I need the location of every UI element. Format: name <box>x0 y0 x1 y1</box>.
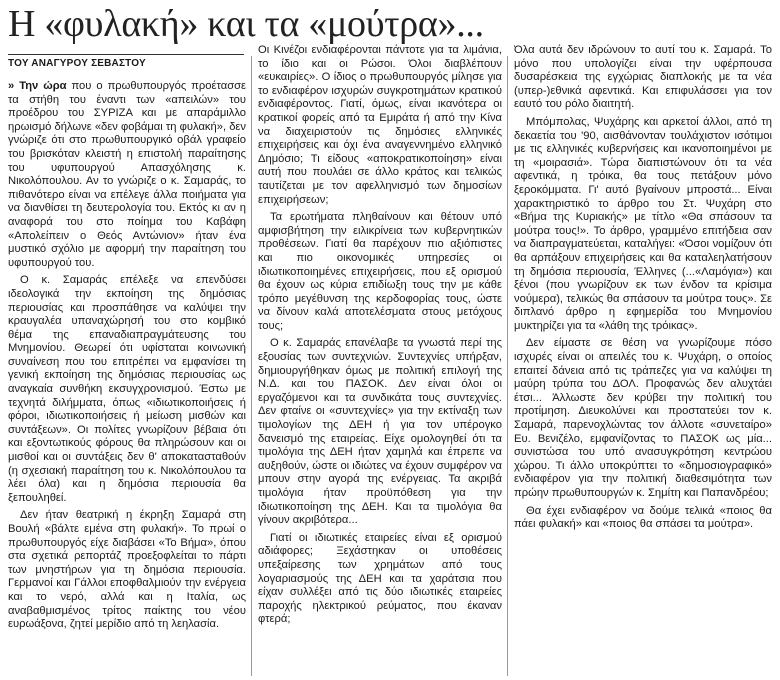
byline-rule <box>8 54 244 55</box>
lead-paragraph <box>8 80 246 270</box>
article-column-1 <box>8 80 246 680</box>
byline: ΤΟΥ ΑΝΑΓΥΡΟΥ ΣΕΒΑΣΤΟΥ <box>8 58 146 69</box>
headline: Η «φυλακή» και τα «μούτρα»... <box>8 3 484 45</box>
column-divider <box>507 56 508 676</box>
paragraph: Δεν είμαστε σε θέση να γνωρίζουμε πόσο ισχυρές είναι οι απειλές του κ. Ψυχάρη, ο οποίος επαιτεί δάνεια από τις τράπεζες για να καλύψει τη μαύρη τρύπα του ΔΟΛ. Προφανώς δεν αλυχτάει έτσι... Άλλωστε δεν κρύβει την πολιτική του προτίμηση. Διευκολύνει και προστατεύει τον κ. Σαμαρά, παρενοχλώντας τον άλλοτε «συνεταίρο» Ευ. Βενιζέλο, εμφανίζοντας το ΠΑΣΟΚ ως μία... συνιστώσα του υπό ανασυγκρότηση κεντρώου χώρου. Τι άλλο υποκρύπτει το «δημοσιογραφικό» ενδιαφέρον για την πολιτική διαθεσιμότητα των πρώην πρωθυπουργών κ. Σημίτη και Παπανδρέου; <box>514 337 772 499</box>
paragraph: Θα έχει ενδιαφέρον να δούμε τελικά «ποιος θα πάει φυλακή» και «ποιος θα σπάσει τα μούτρα». <box>514 504 772 531</box>
paragraph: Μπόμπολας, Ψυχάρης και αρκετοί άλλοι, από τη δεκαετία του '90, αισθάνονταν τουλάχιστον ισότιμοι με τις ελληνικές κυβερνήσεις και ικανοποιημένοι με τη «μοιρασιά». Τώρα διαπιστώνουν ότι τα νέα αφεντικά, η τρόικα, θα τους πετάξουν μόνο ξεροκόμματα. Γι' αυτό βγαίνουν μπροστά... Είναι χαρακτηριστικό το άρθρο του Στ. Ψυχάρη στο «Βήμα της Κυριακής» με τίτλο «Θα σπάσουν τα μούτρα τους!». Το άρθρο, γραμμένο επιτήδεια σαν να διαπραγματεύεται, καταλήγει: «Όσοι νομίζουν ότι θα αρπάξουν επιχειρήσεις και θα καταλεηλατήσουν τη δημόσια περιουσία, Έλληνες (...«Λαμόγια») και ξένοι (που γνωρίζουν εκ των ένδον τα κρίσιμα νούμερα), τελικώς θα σπάσουν τα μούτρα τους». Σε διπλανό άρθρο η εφημερίδα του Μνημονίου μυκτηρίζει για τα «λάθη της τρόικας». <box>514 115 772 332</box>
paragraph: Ο κ. Σαμαράς επανέλαβε τα γνωστά περί της εξουσίας των συντεχνιών. Συντεχνίες υπήρξαν, δημιουργήθηκαν όμως με πολιτική επιλογή της Ν.Δ. και του ΠΑΣΟΚ. Δεν είναι όλοι οι εργαζόμενοι και τα συνδικάτα τους συντεχνίες. Δεν φταίνε οι «συντεχνίες» για την εκτίναξη των τιμολογίων της ΔΕΗ ή για τον υπέρογκο δανεισμό της εταιρείας. Είχε ομολογηθεί ότι τα τιμολόγια της ΔΕΗ ήταν χαμηλά και έπρεπε να αυξηθούν, ώστε οι ιδιώτες να έχουν συμφέρον να μπουν στην αγορά της ενέργειας. Τα ακριβά τιμολόγια ήταν προϋπόθεση για την ιδιωτικοποίηση της ΔΕΗ. Και τα τιμολόγια θα γίνουν ακριβότερα... <box>258 337 502 527</box>
paragraph: Γιατί οι ιδιωτικές εταιρείες είναι εξ ορισμού αδιάφορες; Ξεχάστηκαν οι υποθέσεις υπεξαίρεσης των χρημάτων από τους λογαριασμούς της ΔΕΗ και τα χαράτσια που είχαν συλλέξει από τις δύο ιδιωτικές εταιρείες παροχής ηλεκτρικού ρεύματος, που έκαναν φτερά; <box>258 531 502 626</box>
article-column-2 <box>258 44 502 676</box>
paragraph-text: που ο πρωθυπουργός προέτασσε τα στήθη του έναντι των «απειλών» του προέδρου του ΣΥΡΙΖΑ και με απαράμιλλο ηρωισμό δήλωνε «δεν φοβάμαι τη φυλακή», δεν γνώριζε ότι στο πρωθυπουργικό οβάλ γραφείο του βρισκόταν κλειστή η επιστολή παραίτησης του υφυπουργού Απασχόλησης κ. Νικολόπουλου. Αν το γνώριζε ο κ. Σαμαράς, το πιθανότερο είναι να επέλεγε άλλα ποιήματα για να διανθίσει τη δευτερολογία του. Εκτός κι αν η αναφορά του στο ποίημα του Καβάφη «Απολείπειν ο Θεός Αντώνιον» ήταν ένα μυστικό σχόλιο με αφορμή την παραίτηση του υφυπουργού του. <box>8 80 246 269</box>
paragraph: Όλα αυτά δεν ιδρώνουν το αυτί του κ. Σαμαρά. Το μόνο που υπολογίζει είναι την υφέρπουσα δυσαρέσκεια της εγχώριας διαπλοκής με τα νέα (υπερ-)εθνικά αφεντικά. Και επιφυλάσσει για τον εαυτό του ρόλο διαιτητή. <box>514 44 772 111</box>
paragraph: Οι Κινέζοι ενδιαφέρονται πάντοτε για τα λιμάνια, το ίδιο και οι Ρώσοι. Όλοι διαβλέπουν «ευκαιρίες». Ο ίδιος ο πρωθυπουργός μίλησε για το ενδιαφέρον ισχυρών συγκροτημάτων κρατικού ενδιαφέροντος. Γιατί, όμως, είναι ικανότερα οι κρατικοί φορείς από τα Εμιράτα ή από την Κίνα να διαχειριστούν τις δημόσιες ελληνικές επιχειρήσεις και όχι ένα αναγεννημένο ελληνικό Δημόσιο; Τι είδους «αποκρατικοποίηση» είναι αυτή που πουλάει σε άλλο κράτος και τελικώς ταυτίζεται με τον αφελληνισμό των δημοσίων επιχειρήσεων; <box>258 44 502 206</box>
lead-word: Την ώρα <box>19 80 67 92</box>
paragraph: Δεν ήταν θεατρική η έκρηξη Σαμαρά στη Βουλή «βάλτε εμένα στη φυλακή». Το πρωί ο πρωθυπουργός είχε διαβάσει «Το Βήμα», όπου στα σχετικά ρεπορτάζ προεξοφλείται το πάρτι των μνηστήρων για τη δημόσια περιουσία. Γερμανοί και Γάλλοι εποφθαλμιούν την ενέργεια και το νερό, αλλά και η Ιταλία, ως αναβαθμισμένος τρίτος παίκτης του νέου ευρωάξονα, ζητεί μερίδιο από τη λεηλασία. <box>8 509 246 631</box>
lead-marker: » <box>8 80 15 92</box>
column-divider <box>251 56 252 676</box>
paragraph: Ο κ. Σαμαράς επέλεξε να επενδύσει ιδεολογικά την εκποίηση της δημόσιας περιουσίας και προσπάθησε να καλύψει την κραυγαλέα υπαναχώρησή του στο κομβικό θέμα της επαναδιαπραγμάτευσης του Μνημονίου. Θεωρεί ότι υφίσταται κοινωνική συναίνεση που του επιτρέπει να εμφανίσει τη γενική εκποίηση της δημόσιας περιουσίας ως αναγκαία συνθήκη εκσυγχρονισμού. Έστω με τεχνητά διλήμματα, όπως «ιδιωτικοποιήσεις ή φόροι, ιδιωτικοποιήσεις ή μείωση μισθών και συντάξεων». Οι πολίτες γνωρίζουν βέβαια ότι και εξοντωτικούς φόρους θα πληρώσουν και οι μισθοί και οι συντάξεις δεν θ' αποκατασταθούν (η σχεσιακή παραίτηση του κ. Νικολόπουλου τα λέει όλα) και η δημόσια περιουσία θα ξεπουληθεί. <box>8 274 246 504</box>
article-column-3 <box>514 44 772 676</box>
paragraph: Τα ερωτήματα πληθαίνουν και θέτουν υπό αμφισβήτηση την ειλικρίνεια των κυβερνητικών προθέσεων. Γιατί θα παρέχουν πιο αξιόπιστες και πιο οικονομικές υπηρεσίες οι ιδιωτικοποιημένες επιχειρήσεις, που εξ ορισμού θα έχουν ως κύρια επιδίωξη τους την με κάθε τρόπο μεγέθυνση της κερδοφορίας τους, ώστε να δίνουν καλά αποτελέσματα στους μετόχους τους; <box>258 211 502 332</box>
